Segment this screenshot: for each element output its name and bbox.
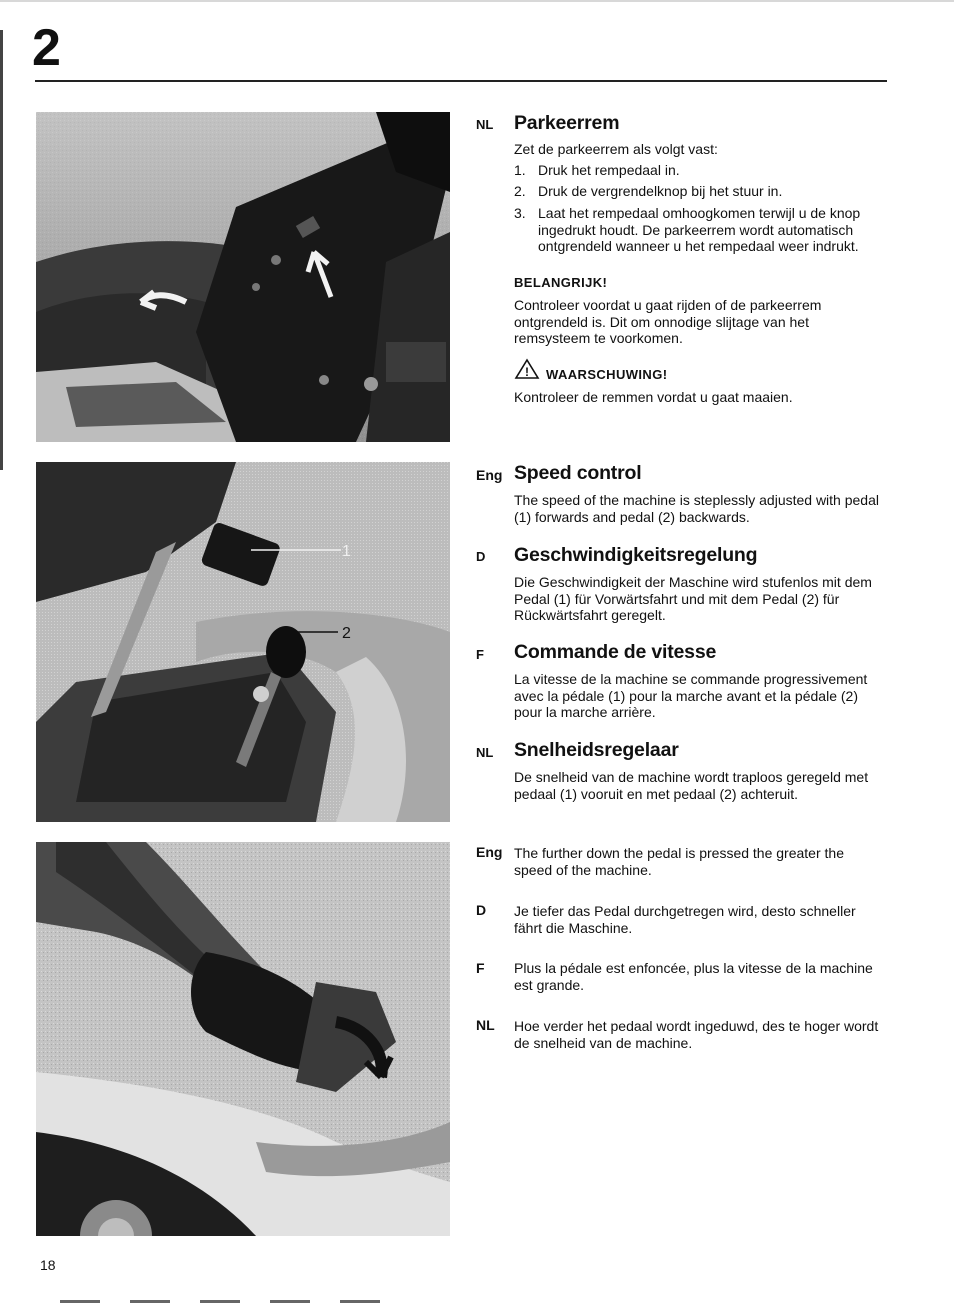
page-number: 18 <box>40 1257 56 1273</box>
heading-commande-de-vitesse: Commande de vitesse <box>514 641 717 663</box>
bottom-edge-mark <box>200 1300 240 1303</box>
speed-control-text: The speed of the machine is steplessly adjusted with pedal (1) forwards and pedal (2) backwards. <box>514 492 879 525</box>
commande-de-vitesse-text: La vitesse de la machine se commande progressivement avec la pédale (1) pour la marche avant et la pédale (2) pour la marche arrière. <box>514 671 868 720</box>
parkeerrem-intro: Zet de parkeerrem als volgt vast: <box>514 141 718 157</box>
important-title: BELANGRIJK! <box>514 275 608 290</box>
pedal-note-text: Je tiefer das Pedal durchgetregen wird, desto schneller fährt die Maschine. <box>514 903 856 936</box>
pedal-1-label: 1 <box>342 543 351 560</box>
heading-speed-control: Speed control <box>514 462 642 484</box>
bottom-edge-mark <box>130 1300 170 1303</box>
pedal-note-text: The further down the pedal is pressed the greater the speed of the machine. <box>514 845 844 878</box>
geschwindigkeitsregelung-text: Die Geschwindigkeit der Maschine wird stufenlos mit dem Pedal (1) für Vorwärtsfahrt und mit dem Pedal (2) für Rückwärtsfahrt geregelt. <box>514 574 872 623</box>
step-number: 1. <box>514 162 526 178</box>
lang-code-nl: NL <box>476 1017 495 1033</box>
lang-code-f: F <box>476 647 484 662</box>
chapter-number: 2 <box>32 19 59 77</box>
lang-code-f: F <box>476 960 485 976</box>
photo-parking-brake <box>36 112 450 442</box>
bottom-edge-mark <box>340 1300 380 1303</box>
heading-geschwindigkeitsregelung: Geschwindigkeitsregelung <box>514 544 758 566</box>
snelheidsregelaar-text: De snelheid van de machine wordt traploos geregeld met pedaal (1) vooruit en met pedaal (2) achteruit. <box>514 769 869 802</box>
step-number: 2. <box>514 183 526 199</box>
step-text: Laat het rempedaal omhoogkomen terwijl u de knop ingedrukt houdt. De parkeerrem wordt automatisch ontgrendeld wanneer u het rempedaal weer indrukt. <box>538 205 861 254</box>
pedal-note-text: Hoe verder het pedaal wordt ingeduwd, des te hoger wordt de snelheid van de machine. <box>514 1018 879 1051</box>
svg-text:!: ! <box>525 365 529 379</box>
top-edge-line <box>0 0 954 2</box>
bottom-edge-mark <box>270 1300 310 1303</box>
warning-triangle-icon <box>514 358 540 380</box>
step-text: Druk het rempedaal in. <box>538 162 680 178</box>
photo-speed-pedals <box>36 462 450 822</box>
pedal-note-text: Plus la pédale est enfoncée, plus la vitesse de la machine est grande. <box>514 960 873 993</box>
heading-parkeerrem: Parkeerrem <box>514 112 620 134</box>
left-edge-bar <box>0 30 3 470</box>
pedal-2-label: 2 <box>342 625 351 642</box>
warning-title: WAARSCHUWING! <box>546 367 668 382</box>
lang-code-d: D <box>476 902 487 918</box>
step-text: Druk de vergrendelknop bij het stuur in. <box>538 183 783 199</box>
important-text: Controleer voordat u gaat rijden of de parkeerrem ontgrendeld is. Dit om onnodige slijtage van het remsysteem te voorkomen. <box>514 297 822 346</box>
lang-code-d: D <box>476 549 486 564</box>
lang-code-eng: Eng <box>476 467 503 483</box>
photo-foot-on-pedal <box>36 842 450 1236</box>
heading-snelheidsregelaar: Snelheidsregelaar <box>514 739 679 761</box>
lang-code-nl-parkeerrem: NL <box>476 117 494 132</box>
warning-text: Kontroleer de remmen vordat u gaat maaien. <box>514 389 793 405</box>
lang-code-eng: Eng <box>476 844 503 860</box>
step-number: 3. <box>514 205 526 221</box>
header-rule <box>35 80 887 82</box>
bottom-edge-mark <box>60 1300 100 1303</box>
lang-code-nl: NL <box>476 745 494 760</box>
